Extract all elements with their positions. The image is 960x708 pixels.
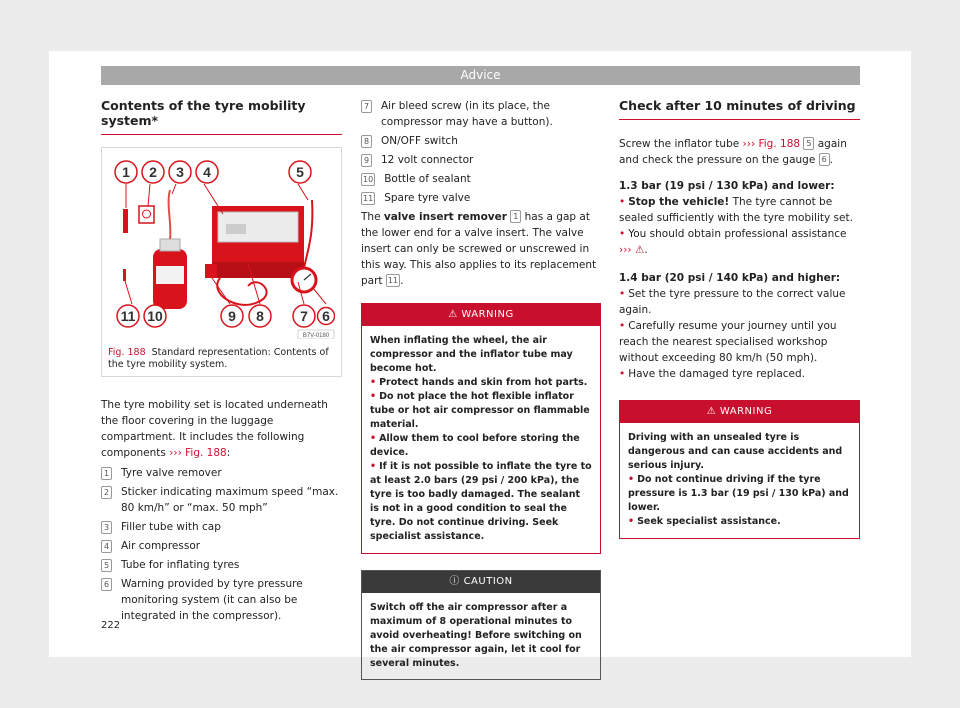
item-text: Air compressor bbox=[121, 540, 201, 552]
inline-number: 5 bbox=[803, 137, 814, 150]
list-item bbox=[101, 557, 342, 573]
figure-link[interactable]: ››› Fig. 188 bbox=[742, 138, 801, 150]
section-title: Contents of the tyre mobility system* bbox=[101, 98, 342, 135]
warning-bullet bbox=[370, 376, 592, 390]
tyre-mobility-kit-illustration bbox=[108, 154, 335, 339]
item-number: 2 bbox=[101, 486, 112, 499]
bullet-icon: • bbox=[370, 433, 377, 444]
callout-label: 9 bbox=[228, 308, 236, 324]
item-text: Bottle of sealant bbox=[384, 173, 471, 185]
caution-title: CAUTION bbox=[463, 576, 513, 587]
intro-paragraph bbox=[101, 397, 342, 461]
item-text: ON/OFF switch bbox=[381, 135, 458, 147]
page-number: 222 bbox=[101, 620, 121, 631]
item-number: 9 bbox=[361, 154, 372, 167]
figure-code: B7V-0180 bbox=[302, 333, 330, 339]
item-text: Tube for inflating tyres bbox=[121, 559, 240, 571]
item-number: 10 bbox=[363, 175, 374, 184]
list-item bbox=[361, 133, 601, 149]
warning-icon: ⚠ bbox=[706, 406, 717, 417]
warning-link[interactable]: ››› bbox=[619, 244, 632, 256]
component-list-continued bbox=[361, 98, 601, 206]
item-text: Sticker indicating maximum speed “max. 80 km/h” or “max. 50 mph” bbox=[121, 486, 339, 514]
inline-number: 11 bbox=[387, 276, 399, 285]
figure-caption-text: Standard representation: Contents of the tyre mobility system. bbox=[108, 347, 329, 370]
warning-lead: Driving with an unsealed tyre is dangerous and can cause accidents and serious injury. bbox=[628, 432, 843, 471]
bullet-item bbox=[619, 194, 860, 226]
item-text: Spare tyre valve bbox=[384, 192, 471, 204]
section-title: Check after 10 minutes of driving bbox=[619, 98, 860, 120]
para-text: has a gap at the lower end for a valve insert. The valve insert can only be screwed or unscrewed in this way. This also applies to its replacement part bbox=[361, 211, 597, 287]
bullet-icon: • bbox=[619, 368, 626, 380]
warning-bullet bbox=[370, 390, 592, 432]
bullet-text: Do not place the hot flexible inflator tube or hot air compressor on flammable material. bbox=[370, 391, 590, 430]
item-number: 11 bbox=[363, 194, 374, 203]
warning-bullet bbox=[370, 460, 592, 544]
section-header: Advice bbox=[101, 66, 860, 85]
item-number: 1 bbox=[101, 467, 112, 480]
item-number: 7 bbox=[361, 100, 372, 113]
bullet-icon: • bbox=[370, 461, 377, 472]
bullet-text: You should obtain professional assistance bbox=[628, 228, 847, 240]
inline-number: 1 bbox=[510, 210, 521, 223]
warning-box bbox=[361, 303, 601, 554]
info-icon: ⓘ bbox=[449, 576, 460, 587]
figure-188 bbox=[101, 147, 342, 377]
warning-bullet bbox=[370, 432, 592, 460]
para-text: again and check the pressure on the gauge bbox=[619, 138, 847, 166]
callout-label: 2 bbox=[149, 164, 157, 180]
intro-text: The tyre mobility set is located underneath the floor covering in the luggage compartment. It includes the following components bbox=[101, 399, 328, 459]
warning-header bbox=[362, 304, 600, 326]
para-text: Screw the inflator tube bbox=[619, 138, 740, 150]
bullet-item bbox=[619, 318, 860, 366]
item-text: Tyre valve remover bbox=[121, 467, 222, 479]
intro-end: : bbox=[226, 447, 231, 459]
bullet-icon: • bbox=[628, 474, 635, 485]
high-pressure-heading: 1.4 bar (20 psi / 140 kPa) and higher: bbox=[619, 272, 841, 284]
callout-label: 4 bbox=[203, 164, 211, 180]
callout-label: 7 bbox=[300, 308, 308, 324]
bullet-text: Set the tyre pressure to the correct value again. bbox=[619, 288, 846, 316]
valve-remover-paragraph bbox=[361, 209, 601, 289]
caution-body: Switch off the air compressor after a maximum of 8 operational minutes to avoid overheating! Before switching on the air compressor again, let it cool for several minutes. bbox=[370, 602, 582, 669]
bullet-bold: Stop the vehicle! bbox=[628, 196, 730, 208]
item-number: 6 bbox=[101, 578, 112, 591]
bullet-text: Carefully resume your journey until you reach the nearest specialised workshop without exceeding 80 km/h (50 mph). bbox=[619, 320, 837, 364]
warning-bullet bbox=[628, 515, 851, 529]
bullet-icon: • bbox=[619, 228, 626, 240]
list-item bbox=[361, 190, 601, 206]
list-item bbox=[101, 484, 342, 516]
bullet-text: Seek specialist assistance. bbox=[637, 516, 781, 527]
inline-number: 6 bbox=[819, 153, 830, 166]
warning-title: WARNING bbox=[719, 406, 773, 417]
callout-label: 11 bbox=[120, 308, 136, 324]
warning-lead: When inflating the wheel, the air compressor and the inflator tube may become hot. bbox=[370, 335, 573, 374]
list-item bbox=[361, 171, 601, 187]
bullet-text: The tyre cannot be sealed sufficiently with the tyre mobility set. bbox=[619, 196, 853, 224]
para-end: . bbox=[400, 275, 404, 287]
item-text: Warning provided by tyre pressure monitoring system (it can also be integrated in the compressor). bbox=[121, 578, 303, 622]
warning-box bbox=[619, 400, 860, 539]
callout-label: 8 bbox=[256, 308, 264, 324]
check-paragraph bbox=[619, 136, 860, 168]
list-item bbox=[361, 152, 601, 168]
item-text: 12 volt connector bbox=[381, 154, 474, 166]
item-number: 5 bbox=[101, 559, 112, 572]
warning-body bbox=[620, 423, 859, 538]
list-item bbox=[101, 465, 342, 481]
item-number: 4 bbox=[101, 540, 112, 553]
warning-body bbox=[362, 326, 600, 553]
bullet-item bbox=[619, 286, 860, 318]
callout-label: 10 bbox=[147, 308, 163, 324]
bullet-icon: • bbox=[370, 391, 377, 402]
caution-box bbox=[361, 570, 601, 680]
callout-label: 1 bbox=[122, 164, 130, 180]
warning-icon: ⚠ bbox=[448, 309, 458, 320]
low-pressure-heading: 1.3 bar (19 psi / 130 kPa) and lower: bbox=[619, 180, 835, 192]
warning-title: WARNING bbox=[461, 309, 514, 320]
callout-label: 6 bbox=[322, 308, 330, 324]
warning-header bbox=[620, 401, 859, 423]
bullet-text: If it is not possible to inflate the tyre to at least 2.0 bars (29 psi / 200 kPa), the tyre is too badly damaged. The sealant is not in a good condition to seal the tyre. Do not continue driving. Seek specialist assistance. bbox=[370, 461, 592, 542]
bullet-icon: • bbox=[619, 320, 626, 332]
callout-label: 3 bbox=[176, 164, 184, 180]
warning-triangle-icon: ⚠ bbox=[634, 244, 645, 256]
bullet-icon: • bbox=[619, 288, 626, 300]
list-item bbox=[101, 519, 342, 535]
bullet-icon: • bbox=[628, 516, 635, 527]
callout-label: 5 bbox=[296, 164, 304, 180]
bullet-icon: • bbox=[619, 196, 626, 208]
bullet-text: Protect hands and skin from hot parts. bbox=[379, 377, 588, 388]
caution-header bbox=[362, 571, 600, 593]
column-2 bbox=[361, 98, 601, 680]
bullet-text: Allow them to cool before storing the device. bbox=[370, 433, 580, 458]
item-text: Air bleed screw (in its place, the compressor may have a button). bbox=[381, 100, 553, 128]
bullet-item bbox=[619, 366, 860, 382]
figure-label: Fig. 188 bbox=[108, 347, 146, 358]
column-3 bbox=[619, 98, 860, 539]
item-text: Filler tube with cap bbox=[121, 521, 221, 533]
para-bold: valve insert remover bbox=[383, 211, 507, 223]
item-number: 8 bbox=[361, 135, 372, 148]
figure-link[interactable]: ››› Fig. 188 bbox=[169, 447, 227, 459]
bullet-icon: • bbox=[370, 377, 377, 388]
list-item bbox=[101, 576, 342, 624]
figure-caption bbox=[108, 347, 335, 371]
bullet-item: • You should obtain professional assistance ››› ⚠. bbox=[619, 228, 847, 256]
bullet-text: Do not continue driving if the tyre pressure is 1.3 bar (19 psi / 130 kPa) and lower. bbox=[628, 474, 849, 513]
list-item bbox=[101, 538, 342, 554]
component-list bbox=[101, 465, 342, 624]
list-item bbox=[361, 98, 601, 130]
bullet-text: Have the damaged tyre replaced. bbox=[628, 368, 806, 380]
para-end: . bbox=[829, 154, 833, 166]
column-1 bbox=[101, 98, 342, 627]
warning-bullet bbox=[628, 473, 851, 515]
item-number: 3 bbox=[101, 521, 112, 534]
para-text: The bbox=[361, 211, 381, 223]
